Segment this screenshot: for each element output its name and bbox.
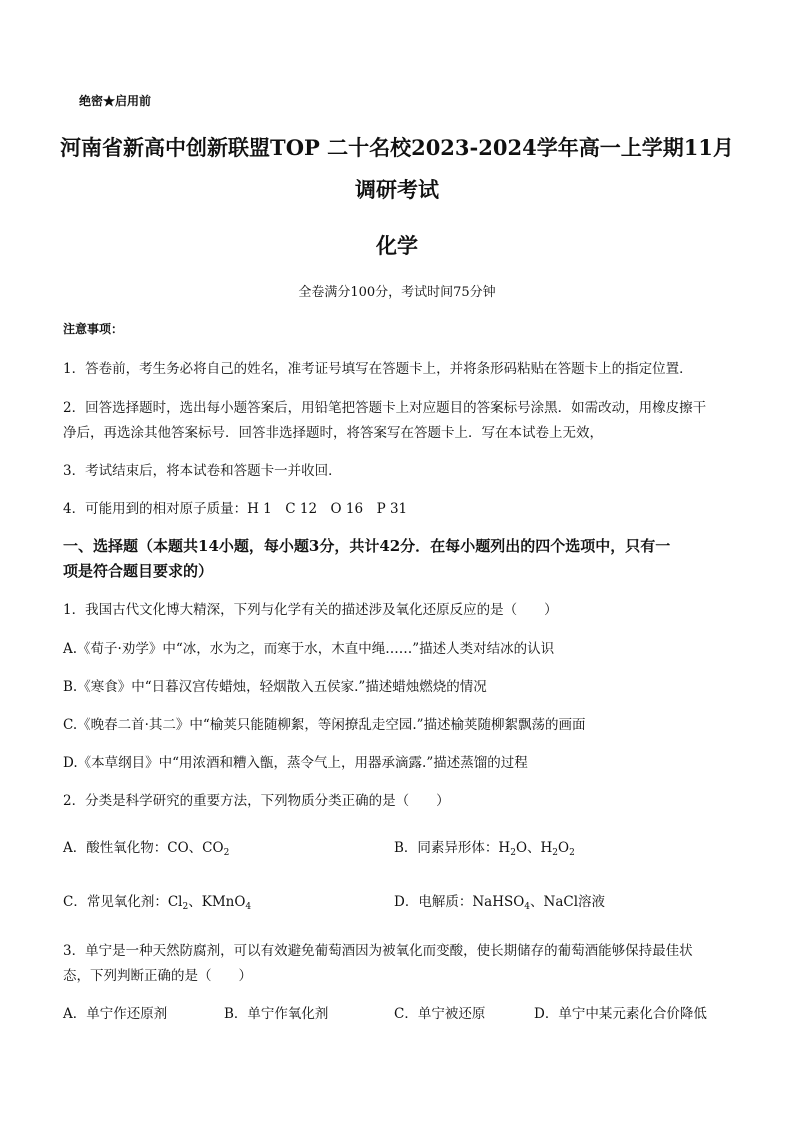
confidential-label: 绝密★启用前 (79, 94, 152, 108)
exam-title-line2: 调研考试 (355, 177, 439, 202)
question-3-stem-line1: 3．单宁是一种天然防腐剂，可以有效避免葡萄酒因为被氧化而变酸，使长期储存的葡萄酒能够保持最佳状 (63, 943, 693, 959)
exam-title-line1: 河南省新高中创新联盟TOP 二十名校2023-2024学年高一上学期11月 (60, 135, 734, 160)
question-3-stem-line2: 态，下列判断正确的是（ ） (63, 968, 252, 984)
question-3-option-c: C．单宁被还原 (394, 1006, 486, 1022)
question-2-option-b: B．同素异形体：$H_2O$、$H_2O_2$ (394, 840, 575, 858)
note-item: 4．可能用到的相对原子质量：H 1 C 12 O 16 P 31 (63, 501, 408, 517)
question-1-option-b: B.《寒食》中“日暮汉宫传蜡烛，轻烟散入五侯家.”描述蜡烛燃烧的情况 (63, 679, 487, 695)
note-item: 3．考试结束后，将本试卷和答题卡一并收回． (63, 463, 342, 479)
question-1-option-d: D.《本草纲目》中“用浓酒和糟入甑，蒸令气上，用器承滴露.”描述蒸馏的过程 (63, 755, 528, 771)
section-heading-line1: 一、选择题（本题共14小题，每小题3分，共计42分．在每小题列出的四个选项中，只有一 (63, 537, 671, 555)
question-3-option-a: A．单宁作还原剂 (63, 1006, 168, 1022)
notes-heading: 注意事项： (63, 322, 124, 336)
note-item: 1．答卷前，考生务必将自己的姓名，准考证号填写在答题卡上，并将条形码粘贴在答题卡上的指定位置． (63, 361, 693, 377)
question-2-option-d: D．电解质：NaHSO$_4$、NaCl溶液 (394, 894, 606, 912)
question-3-option-d: D．单宁中某元素化合价降低 (534, 1006, 707, 1022)
subject-title: 化学 (376, 233, 418, 258)
question-1-option-c: C.《晚春二首·其二》中“榆荚只能随柳絮，等闲撩乱走空园.”描述榆荚随柳絮飘荡的画面 (63, 717, 586, 733)
note-item: 2．回答选择题时，选出每小题答案后，用铅笔把答题卡上对应题目的答案标号涂黑．如需改动，用橡皮擦干 (63, 400, 707, 416)
question-3-option-b: B．单宁作氧化剂 (224, 1006, 329, 1022)
score-info: 全卷满分100分，考试时间75分钟 (298, 285, 496, 300)
section-heading-line2: 项是符合题目要求的） (63, 562, 214, 580)
question-2-option-a: A．酸性氧化物：CO、$CO_2$ (63, 840, 230, 858)
note-item: 净后，再选涂其他答案标号．回答非选择题时，将答案写在答题卡上．写在本试卷上无效， (63, 425, 603, 441)
question-2-stem: 2．分类是科学研究的重要方法，下列物质分类正确的是（ ） (63, 793, 450, 809)
question-1-option-a: A.《荀子·劝学》中“冰，水为之，而寒于水，木直中绳……”描述人类对结冰的认识 (63, 641, 555, 657)
question-2-option-c: C．常见氧化剂：$Cl_2$、KMnO$_4$ (63, 894, 252, 912)
question-1-stem: 1．我国古代文化博大精深，下列与化学有关的描述涉及氧化还原反应的是（ ） (63, 602, 558, 618)
